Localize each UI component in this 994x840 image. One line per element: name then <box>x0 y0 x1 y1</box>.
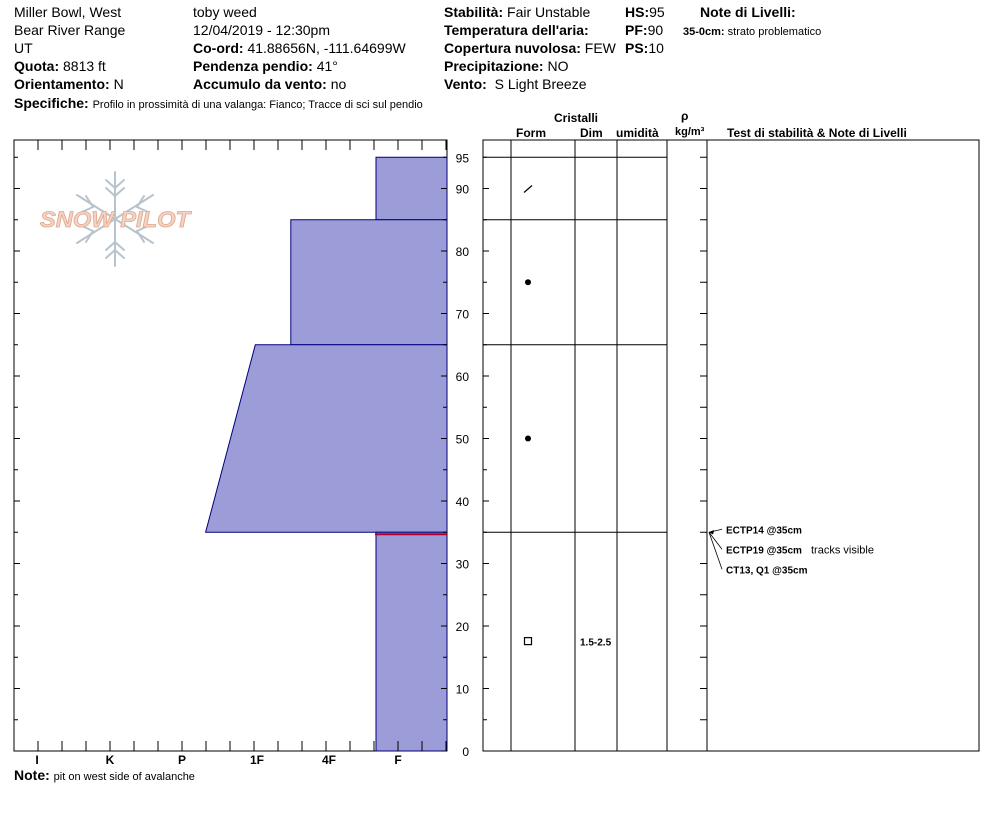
depth-tick-label: 80 <box>455 245 469 259</box>
layer-table-frame <box>483 140 979 751</box>
rounded-grain-icon <box>525 279 531 285</box>
stability-label: Stabilità: <box>444 4 504 20</box>
logo-text: SNOW PILOT <box>40 207 192 232</box>
rounded-grain-icon <box>525 436 531 442</box>
note-value: pit on west side of avalanche <box>53 771 195 783</box>
hardness-label-P: P <box>177 753 187 767</box>
hardness-layer-2 <box>291 220 447 345</box>
stability-test-code: ECTP19 @35cm <box>726 545 802 557</box>
stability-test-note: tracks visible <box>811 544 874 557</box>
hardness-label-F: F <box>394 753 402 767</box>
moisture-header: umidità <box>616 126 659 140</box>
depth-tick-label: 50 <box>455 432 469 447</box>
hardness-layer-4 <box>376 532 447 751</box>
range: Bear River Range <box>14 22 126 38</box>
layer-note-text: strato problematico <box>727 26 822 38</box>
hardness-label-1F: 1F <box>249 753 265 767</box>
state: UT <box>14 40 33 56</box>
sky-value: FEW <box>584 40 616 56</box>
depth-tick-label: 20 <box>455 620 469 634</box>
hs-label: HS: <box>625 4 650 20</box>
pf-value: 90 <box>647 22 664 38</box>
hs-value: 95 <box>649 4 665 20</box>
wind-label: Vento: <box>444 76 487 92</box>
coord-label: Co-ord: <box>193 40 244 56</box>
stability-test-code: ECTP14 @35cm <box>726 525 802 537</box>
hardness-label-I: I <box>35 753 39 767</box>
wind-value: S Light Breeze <box>494 76 587 92</box>
layer-note-depth: 35-0cm: <box>683 26 725 38</box>
test-pointer-line <box>709 532 722 569</box>
note-row <box>14 767 195 785</box>
datetime: 12/04/2019 - 12:30pm <box>193 22 330 38</box>
faceted-grain-icon <box>525 638 532 645</box>
coord-value: 41.88656N, -111.64699W <box>247 40 406 56</box>
test-pointer-line <box>709 532 722 549</box>
depth-tick-label: 40 <box>455 495 469 509</box>
specifics-label: Specifiche: <box>14 95 89 111</box>
stability-value: Fair Unstable <box>507 4 591 20</box>
sky-label: Copertura nuvolosa: <box>444 40 581 56</box>
aspect-value: N <box>113 76 124 92</box>
ps-label: PS: <box>625 40 649 56</box>
depth-tick-label: 70 <box>455 307 469 322</box>
hardness-layer-3 <box>206 345 447 533</box>
grain-size-label: 1.5-2.5 <box>580 637 612 649</box>
ps-value: 10 <box>648 40 664 56</box>
slope-value: 41° <box>316 58 338 74</box>
layer-notes-label: Note di Livelli: <box>700 4 796 20</box>
rho-header: ρ <box>681 109 689 123</box>
stability-test-code: CT13, Q1 @35cm <box>726 565 808 577</box>
location: Miller Bowl, West <box>14 4 122 20</box>
observer: toby weed <box>193 4 257 20</box>
depth-tick-label: 60 <box>455 370 469 384</box>
note-label: Note: <box>14 767 50 783</box>
depth-tick-label: 30 <box>455 557 469 572</box>
form-header: Form <box>516 126 546 140</box>
specifics-value: Profilo in prossimità di una valanga: Fianco; Tracce di sci sul pendio <box>92 99 423 111</box>
elevation-label: Quota: <box>14 58 60 74</box>
hardness-label-K: K <box>105 753 115 767</box>
depth-tick-label: 0 <box>462 745 469 759</box>
hardness-layer-1 <box>376 157 447 220</box>
decomposing-grain-icon <box>524 186 532 193</box>
wind-loading-label: Accumulo da vento: <box>193 76 327 92</box>
depth-tick-label: 10 <box>455 682 469 697</box>
precip-label: Precipitazione: <box>444 58 544 74</box>
aspect-label: Orientamento: <box>14 76 110 92</box>
depth-tick-label: 90 <box>455 182 469 197</box>
tests-header: Test di stabilità & Note di Livelli <box>727 126 907 140</box>
air-temp-label: Temperatura dell'aria: <box>444 22 589 38</box>
hardness-label-4F: 4F <box>321 753 337 767</box>
density-unit-header: kg/m³ <box>675 126 705 138</box>
elevation-value: 8813 ft <box>63 58 106 74</box>
slope-label: Pendenza pendio: <box>193 58 313 74</box>
dim-header: Dim <box>580 126 603 140</box>
depth-tick-label: 95 <box>455 151 469 166</box>
wind-loading-value: no <box>330 76 347 92</box>
cristalli-header: Cristalli <box>554 111 599 125</box>
pf-label: PF: <box>625 22 648 38</box>
precip-value: NO <box>547 58 569 74</box>
